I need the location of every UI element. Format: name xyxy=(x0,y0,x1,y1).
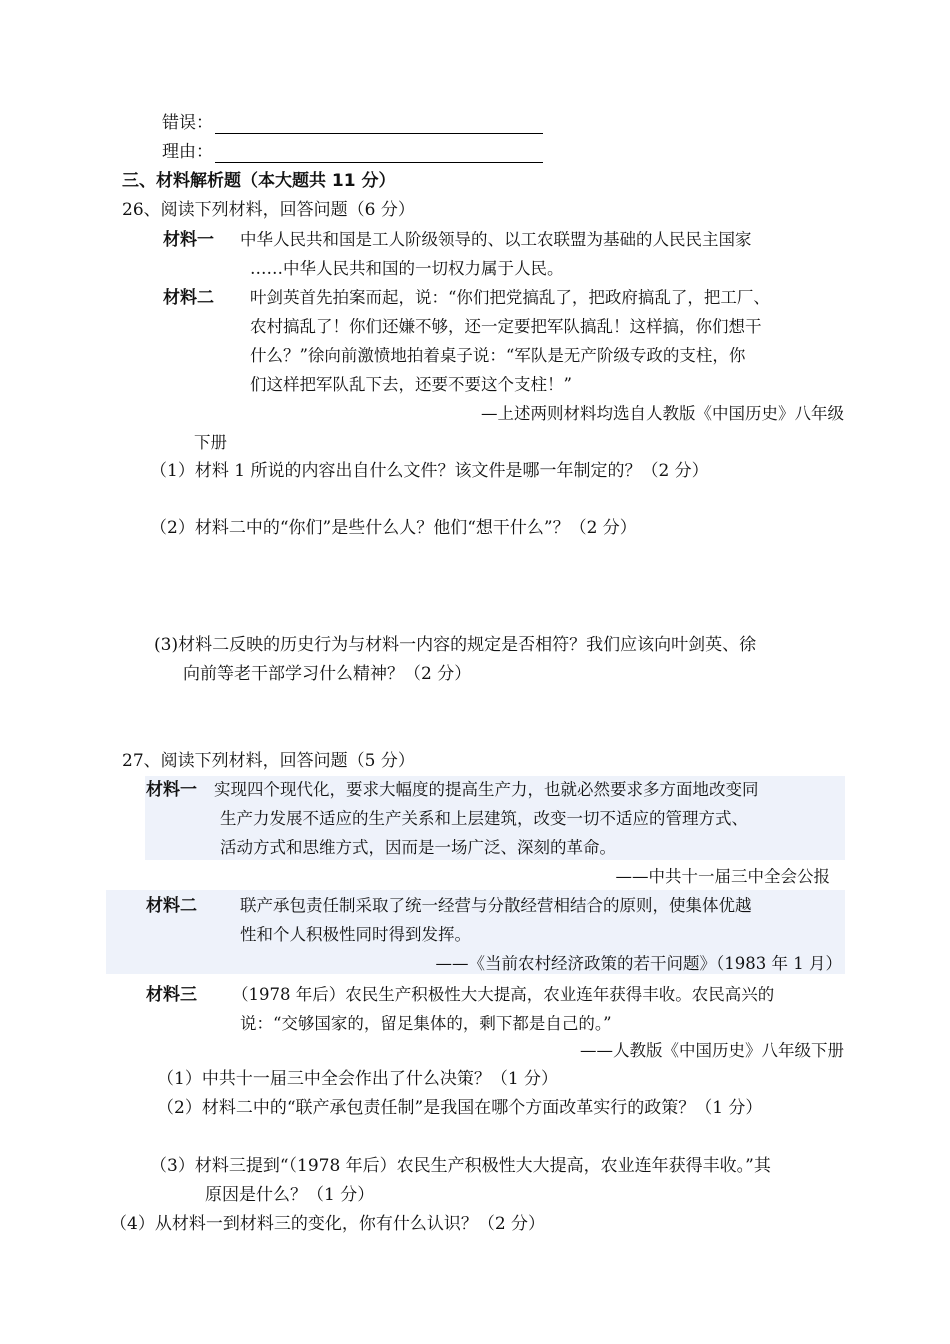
error-line xyxy=(162,112,543,134)
q26-material-1-line-2: ……中华人民共和国的一切权力属于人民。 xyxy=(250,259,564,278)
error-blank[interactable] xyxy=(215,117,543,134)
q27-material-1-label: 材料一 xyxy=(146,780,197,800)
error-label: 错误： xyxy=(162,113,213,133)
q27-subquestion-3-line-1: （3）材料三提到“（1978 年后）农民生产积极性大大提高，农业连年获得丰收。”其 xyxy=(150,1156,771,1176)
q26-subquestion-3-line-2: 向前等老干部学习什么精神？（2 分） xyxy=(183,664,472,684)
reason-blank[interactable] xyxy=(215,146,543,163)
q27-subquestion-2: （2）材料二中的“联产承包责任制”是我国在哪个方面改革实行的政策？（1 分） xyxy=(157,1098,763,1118)
q27-material-3-label: 材料三 xyxy=(146,985,197,1005)
q27-material-1-line-3: 活动方式和思维方式，因而是一场广泛、深刻的革命。 xyxy=(220,838,616,857)
q26-subquestion-3-line-1: (3)材料二反映的历史行为与材料一内容的规定是否相符？我们应该向叶剑英、徐 xyxy=(154,635,757,655)
q26-source-line-2: 下册 xyxy=(194,433,227,452)
q26-material-1-label: 材料一 xyxy=(163,230,214,250)
q27-material-1-line-1: 实现四个现代化，要求大幅度的提高生产力，也就必然要求多方面地改变同 xyxy=(214,780,759,799)
q27-subquestion-3-line-2: 原因是什么？（1 分） xyxy=(205,1185,375,1205)
q26-subquestion-2: （2）材料二中的“你们”是些什么人？他们“想干什么”？（2 分） xyxy=(150,518,637,538)
q26-material-2-label: 材料二 xyxy=(163,288,214,308)
q27-material-3-line-2: 说：“交够国家的，留足集体的，剩下都是自己的。” xyxy=(240,1014,612,1033)
q27-material-2-label: 材料二 xyxy=(146,896,197,916)
q27-title: 27、阅读下列材料，回答问题（5 分） xyxy=(122,751,415,771)
q26-title: 26、阅读下列材料，回答问题（6 分） xyxy=(122,200,415,220)
q27-material-1-source: ——中共十一届三中全会公报 xyxy=(615,867,830,886)
q26-material-2-line-2: 农村搞乱了！你们还嫌不够，还一定要把军队搞乱！这样搞，你们想干 xyxy=(250,317,762,336)
q27-material-1-line-2: 生产力发展不适应的生产关系和上层建筑，改变一切不适应的管理方式、 xyxy=(220,809,748,828)
q26-material-2-line-4: 们这样把军队乱下去，还要不要这个支柱！” xyxy=(250,375,572,394)
q26-subquestion-1: （1）材料 1 所说的内容出自什么文件？该文件是哪一年制定的？（2 分） xyxy=(150,461,709,481)
q26-material-2-line-1: 叶剑英首先拍案而起，说：“你们把党搞乱了，把政府搞乱了，把工厂、 xyxy=(250,288,770,307)
section-3-heading: 三、材料解析题（本大题共 11 分） xyxy=(122,171,396,191)
q26-material-1-line-1: 中华人民共和国是工人阶级领导的、以工农联盟为基础的人民民主国家 xyxy=(240,230,752,249)
reason-line xyxy=(162,141,543,163)
q26-source-line-1: —上述两则材料均选自人教版《中国历史》八年级 xyxy=(481,404,844,423)
q27-material-2-line-2: 性和个人积极性同时得到发挥。 xyxy=(240,925,471,944)
q27-subquestion-1: （1）中共十一届三中全会作出了什么决策？（1 分） xyxy=(157,1069,559,1089)
q27-subquestion-4: （4）从材料一到材料三的变化，你有什么认识？（2 分） xyxy=(110,1214,546,1234)
q27-material-2-line-1: 联产承包责任制采取了统一经营与分散经营相结合的原则，使集体优越 xyxy=(240,896,752,915)
q27-material-3-line-1: （1978 年后）农民生产积极性大大提高，农业连年获得丰收。农民高兴的 xyxy=(232,985,775,1004)
q26-material-2-line-3: 什么？”徐向前激愤地拍着桌子说：“军队是无产阶级专政的支柱，你 xyxy=(250,346,746,365)
q27-material-2-source: ——《当前农村经济政策的若干问题》（1983 年 1 月） xyxy=(435,954,842,973)
q27-material-3-source: ——人教版《中国历史》八年级下册 xyxy=(580,1041,844,1060)
reason-label: 理由： xyxy=(162,142,213,162)
